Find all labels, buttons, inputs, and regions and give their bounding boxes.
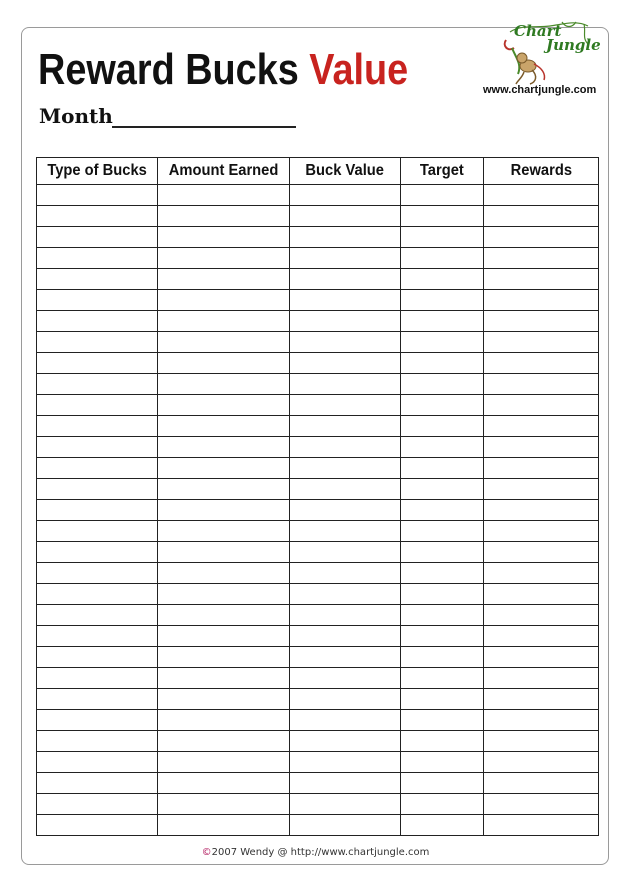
table-cell[interactable]	[158, 752, 290, 773]
table-cell[interactable]	[484, 647, 599, 668]
footer-credit	[0, 847, 631, 858]
table-cell[interactable]	[158, 500, 290, 521]
table-cell[interactable]	[37, 710, 158, 731]
table-row	[37, 227, 599, 248]
table-cell[interactable]	[484, 269, 599, 290]
table-cell[interactable]	[290, 542, 401, 563]
table-cell[interactable]	[158, 710, 290, 731]
table-cell[interactable]	[401, 626, 484, 647]
table-cell[interactable]	[37, 752, 158, 773]
table-cell[interactable]	[290, 416, 401, 437]
logo-url: www.chartjungle.com	[483, 84, 597, 96]
table-cell[interactable]	[37, 437, 158, 458]
table-cell[interactable]	[158, 815, 290, 836]
table-cell[interactable]	[290, 521, 401, 542]
table-cell[interactable]	[484, 332, 599, 353]
table-cell[interactable]	[37, 689, 158, 710]
table-cell[interactable]	[158, 542, 290, 563]
table-row	[37, 752, 599, 773]
column-header: Target	[401, 158, 484, 185]
table-row	[37, 815, 599, 836]
table-cell[interactable]	[158, 584, 290, 605]
table-cell[interactable]	[401, 752, 484, 773]
table-cell[interactable]	[401, 395, 484, 416]
table-cell[interactable]	[37, 374, 158, 395]
table-cell[interactable]	[158, 206, 290, 227]
table-cell[interactable]	[290, 752, 401, 773]
table-row	[37, 710, 599, 731]
table-cell[interactable]	[37, 647, 158, 668]
table-body	[37, 185, 599, 836]
table-cell[interactable]	[158, 689, 290, 710]
table-row	[37, 563, 599, 584]
table-row	[37, 521, 599, 542]
table-cell[interactable]	[158, 437, 290, 458]
table-cell[interactable]	[158, 773, 290, 794]
table-cell[interactable]	[158, 458, 290, 479]
table-cell[interactable]	[37, 458, 158, 479]
table-cell[interactable]	[401, 353, 484, 374]
table-cell[interactable]	[158, 311, 290, 332]
table-cell[interactable]	[401, 584, 484, 605]
table-cell[interactable]	[401, 185, 484, 206]
table-cell[interactable]	[401, 269, 484, 290]
table-row	[37, 395, 599, 416]
table-cell[interactable]	[401, 227, 484, 248]
table-row	[37, 206, 599, 227]
table-cell[interactable]	[290, 479, 401, 500]
table-cell[interactable]	[484, 353, 599, 374]
table-row	[37, 794, 599, 815]
table-cell[interactable]	[290, 668, 401, 689]
table-cell[interactable]	[484, 626, 599, 647]
table-row	[37, 626, 599, 647]
table-row	[37, 353, 599, 374]
table-cell[interactable]	[401, 416, 484, 437]
table-row	[37, 437, 599, 458]
table-cell[interactable]	[290, 647, 401, 668]
month-label: Month	[39, 104, 113, 128]
table-cell[interactable]	[290, 248, 401, 269]
footer-text: 2007 Wendy @ http://www.chartjungle.com	[211, 847, 430, 858]
logo-text-jungle: Jungle	[546, 36, 601, 54]
table-cell[interactable]	[484, 395, 599, 416]
table-cell[interactable]	[37, 269, 158, 290]
table-cell[interactable]	[290, 584, 401, 605]
table-cell[interactable]	[484, 731, 599, 752]
table-cell[interactable]	[484, 710, 599, 731]
column-header: Amount Earned	[158, 158, 290, 185]
table-row	[37, 374, 599, 395]
table-row	[37, 290, 599, 311]
table-cell[interactable]	[290, 563, 401, 584]
table-cell[interactable]	[290, 332, 401, 353]
table-cell[interactable]	[290, 437, 401, 458]
table-cell[interactable]	[37, 815, 158, 836]
table-cell[interactable]	[290, 353, 401, 374]
table-cell[interactable]	[401, 332, 484, 353]
table-cell[interactable]	[484, 815, 599, 836]
table-cell[interactable]	[401, 605, 484, 626]
table-cell[interactable]	[484, 206, 599, 227]
table-cell[interactable]	[158, 521, 290, 542]
page-title	[38, 44, 408, 96]
table-cell[interactable]	[158, 626, 290, 647]
table-cell[interactable]	[290, 710, 401, 731]
table-cell[interactable]	[158, 731, 290, 752]
table-row	[37, 500, 599, 521]
table-cell[interactable]	[484, 437, 599, 458]
table-cell[interactable]	[158, 248, 290, 269]
table-cell[interactable]	[37, 248, 158, 269]
table-cell[interactable]	[158, 563, 290, 584]
table-cell[interactable]	[37, 731, 158, 752]
table-cell[interactable]	[484, 773, 599, 794]
table-row	[37, 479, 599, 500]
table-cell[interactable]	[290, 206, 401, 227]
table-cell[interactable]	[401, 731, 484, 752]
table-cell[interactable]	[401, 710, 484, 731]
title-main: Reward Bucks	[38, 45, 299, 94]
table-cell[interactable]	[290, 269, 401, 290]
table-cell[interactable]	[484, 374, 599, 395]
table-cell[interactable]	[401, 206, 484, 227]
table-cell[interactable]	[484, 689, 599, 710]
table-cell[interactable]	[37, 353, 158, 374]
table-cell[interactable]	[37, 416, 158, 437]
table-cell[interactable]	[37, 227, 158, 248]
table-cell[interactable]	[401, 311, 484, 332]
table-row	[37, 647, 599, 668]
table-row	[37, 332, 599, 353]
table-cell[interactable]	[158, 332, 290, 353]
table-cell[interactable]	[484, 563, 599, 584]
table-cell[interactable]	[484, 605, 599, 626]
table-row	[37, 584, 599, 605]
table-cell[interactable]	[484, 311, 599, 332]
table-cell[interactable]	[37, 605, 158, 626]
table-row	[37, 458, 599, 479]
table-cell[interactable]	[401, 563, 484, 584]
table-row	[37, 731, 599, 752]
table-cell[interactable]	[290, 815, 401, 836]
table-cell[interactable]	[401, 500, 484, 521]
table-cell[interactable]	[158, 668, 290, 689]
table-cell[interactable]	[37, 185, 158, 206]
table-cell[interactable]	[290, 374, 401, 395]
table-cell[interactable]	[37, 521, 158, 542]
table-cell[interactable]	[290, 311, 401, 332]
column-header: Rewards	[484, 158, 599, 185]
table-cell[interactable]	[158, 374, 290, 395]
table-row	[37, 248, 599, 269]
table-cell[interactable]	[401, 668, 484, 689]
table-cell[interactable]	[290, 185, 401, 206]
table-cell[interactable]	[37, 311, 158, 332]
table-cell[interactable]	[484, 752, 599, 773]
table-cell[interactable]	[290, 773, 401, 794]
table-cell[interactable]	[484, 668, 599, 689]
column-header: Type of Bucks	[37, 158, 158, 185]
table-cell[interactable]	[158, 227, 290, 248]
table-cell[interactable]	[37, 395, 158, 416]
table-cell[interactable]	[401, 374, 484, 395]
month-fill-line	[112, 126, 296, 128]
table-row	[37, 269, 599, 290]
table-cell[interactable]	[290, 626, 401, 647]
table-cell[interactable]	[401, 647, 484, 668]
table-cell[interactable]	[37, 542, 158, 563]
table-cell[interactable]	[37, 794, 158, 815]
table-row	[37, 668, 599, 689]
table-row	[37, 542, 599, 563]
logo-text-chart: Chart	[514, 22, 562, 40]
table-cell[interactable]	[158, 269, 290, 290]
table-cell[interactable]	[158, 353, 290, 374]
table-cell[interactable]	[290, 458, 401, 479]
table-cell[interactable]	[37, 290, 158, 311]
table-cell[interactable]	[158, 647, 290, 668]
table-cell[interactable]	[484, 248, 599, 269]
table-cell[interactable]	[158, 395, 290, 416]
table-cell[interactable]	[401, 479, 484, 500]
table-cell[interactable]	[484, 584, 599, 605]
table-cell[interactable]	[484, 542, 599, 563]
table-cell[interactable]	[401, 437, 484, 458]
copyright-icon: ©	[201, 847, 212, 858]
table-cell[interactable]	[37, 206, 158, 227]
table-cell[interactable]	[484, 416, 599, 437]
table-cell[interactable]	[158, 605, 290, 626]
table-cell[interactable]	[290, 731, 401, 752]
table-cell[interactable]	[290, 605, 401, 626]
table-cell[interactable]	[37, 668, 158, 689]
column-header: Buck Value	[290, 158, 401, 185]
table-cell[interactable]	[158, 416, 290, 437]
table-cell[interactable]	[290, 794, 401, 815]
table-cell[interactable]	[484, 479, 599, 500]
table-row	[37, 185, 599, 206]
table-cell[interactable]	[401, 794, 484, 815]
table-cell[interactable]	[290, 500, 401, 521]
table-cell[interactable]	[401, 458, 484, 479]
monkey-icon	[505, 40, 545, 84]
table-cell[interactable]	[484, 227, 599, 248]
table-cell[interactable]	[37, 773, 158, 794]
table-cell[interactable]	[484, 521, 599, 542]
table-cell[interactable]	[401, 773, 484, 794]
table-row	[37, 689, 599, 710]
table-row	[37, 605, 599, 626]
table-cell[interactable]	[158, 794, 290, 815]
table-cell[interactable]	[37, 563, 158, 584]
table-cell[interactable]	[401, 521, 484, 542]
table-cell[interactable]	[401, 689, 484, 710]
table-cell[interactable]	[290, 290, 401, 311]
table-cell[interactable]	[158, 290, 290, 311]
table-cell[interactable]	[484, 500, 599, 521]
header-row	[37, 158, 599, 185]
table-cell[interactable]	[37, 332, 158, 353]
table-cell[interactable]	[37, 626, 158, 647]
table-cell[interactable]	[37, 479, 158, 500]
reward-table	[36, 157, 599, 836]
table-cell[interactable]	[37, 584, 158, 605]
table-cell[interactable]	[484, 185, 599, 206]
table-cell[interactable]	[290, 227, 401, 248]
table-cell[interactable]	[290, 395, 401, 416]
table-cell[interactable]	[401, 290, 484, 311]
table-row	[37, 311, 599, 332]
table-row	[37, 416, 599, 437]
title-accent: Value	[309, 45, 409, 94]
table-cell[interactable]	[158, 185, 290, 206]
table-cell[interactable]	[484, 458, 599, 479]
table-cell[interactable]	[290, 689, 401, 710]
table-cell[interactable]	[37, 500, 158, 521]
table-cell[interactable]	[401, 815, 484, 836]
table-cell[interactable]	[484, 290, 599, 311]
table-cell[interactable]	[484, 794, 599, 815]
table-cell[interactable]	[401, 542, 484, 563]
table-cell[interactable]	[158, 479, 290, 500]
table-cell[interactable]	[401, 248, 484, 269]
table-row	[37, 773, 599, 794]
